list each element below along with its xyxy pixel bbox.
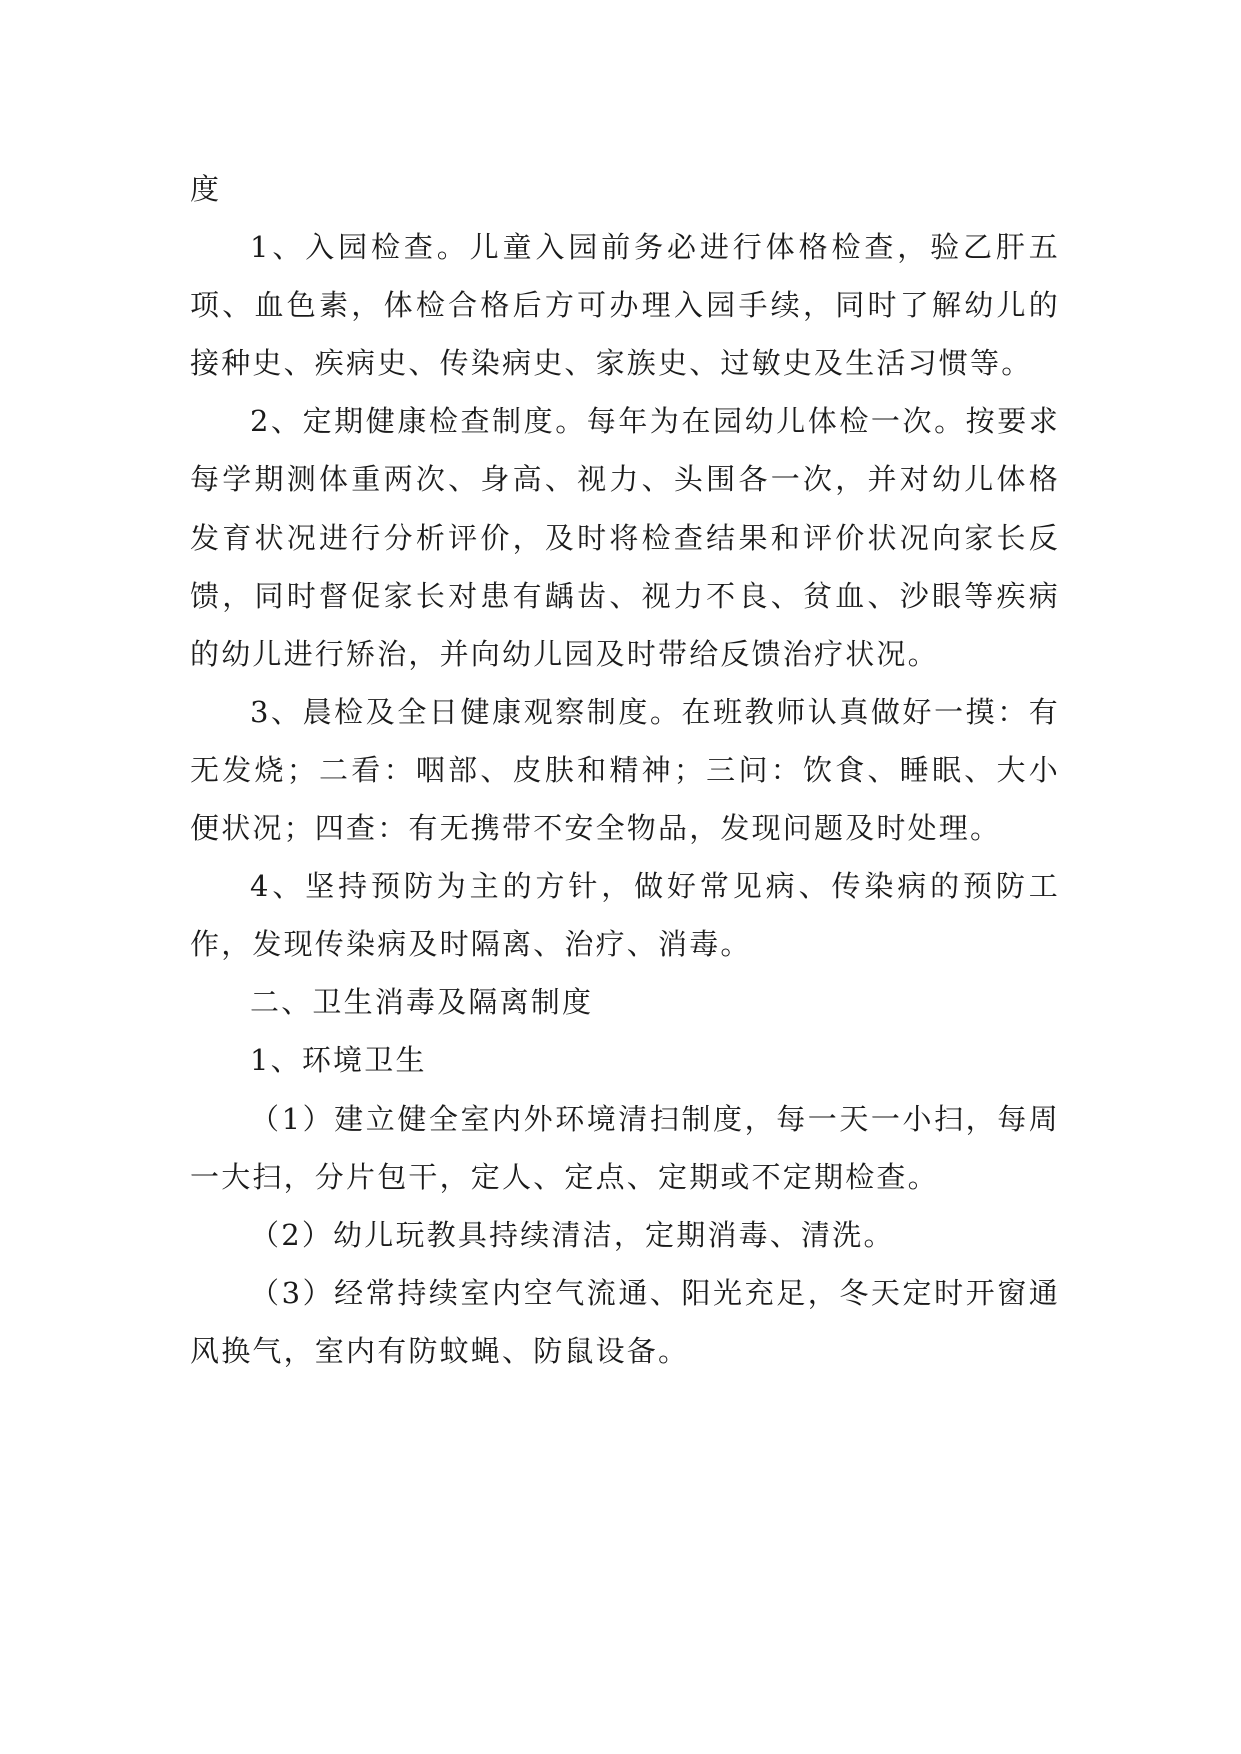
- paragraph-entrance-check: 1、入园检查。儿童入园前务必进行体格检查，验乙肝五项、血色素，体检合格后方可办理入园手续，同时了解幼儿的接种史、疾病史、传染病史、家族史、过敏史及生活习惯等。: [190, 230, 1060, 381]
- paragraph-prevention: 4、坚持预防为主的方针，做好常见病、传染病的预防工作，发现传染病及时隔离、治疗、消毒。: [190, 869, 1060, 962]
- paragraph-morning-check: 3、晨检及全日健康观察制度。在班教师认真做好一摸：有无发烧；二看：咽部、皮肤和精神；三问：饮食、睡眠、大小便状况；四查：有无携带不安全物品，发现问题及时处理。: [190, 694, 1060, 846]
- document-body: [190, 160, 1060, 1380]
- section-heading-hygiene: 二、卫生消毒及隔离制度: [250, 985, 594, 1020]
- paragraph-item-3: （3）经常持续室内空气流通、阳光充足，冬天定时开窗通风换气，室内有防蚊蝇、防鼠设备。: [190, 1275, 1060, 1368]
- paragraph-regular-health-check: 2、定期健康检查制度。每年为在园幼儿体检一次。按要求每学期测体重两次、身高、视力、头围各一次，并对幼儿体格发育状况进行分析评价，及时将检查结果和评价状况向家长反馈，同时督促家长对患有龋齿、视力不良、贫血、沙眼等疾病的幼儿进行矫治，并向幼儿园及时带给反馈治疗状况。: [190, 404, 1060, 671]
- subheading-environment: 1、环境卫生: [250, 1043, 427, 1078]
- paragraph-item-1: （1）建立健全室内外环境清扫制度，每一天一小扫，每周一大扫，分片包干，定人、定点、定期或不定期检查。: [190, 1101, 1060, 1194]
- paragraph-item-2: （2）幼儿玩教具持续清洁，定期消毒、清洗。: [250, 1217, 895, 1252]
- paragraph-fragment: 度: [190, 172, 222, 206]
